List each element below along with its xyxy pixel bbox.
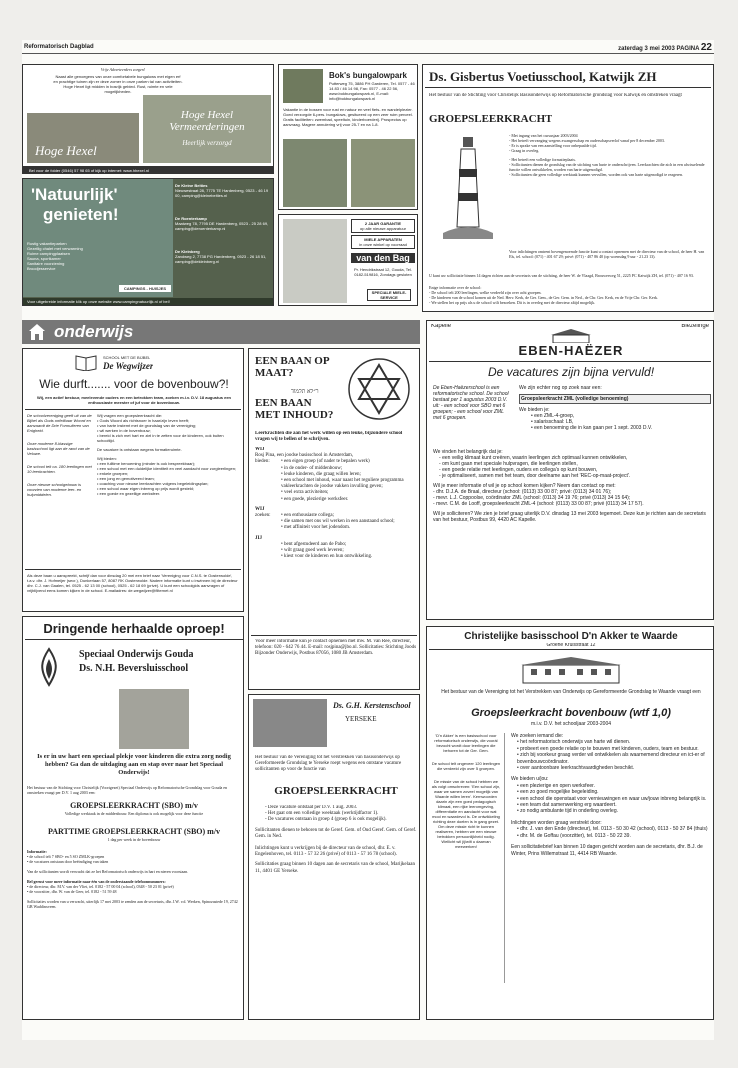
akker-ad — [426, 626, 714, 1020]
natuurlijk-footer: Voor uitgebreide informatie klik op onze website www.campingnatuurlijk.nl of bel! — [23, 298, 273, 306]
divider — [25, 569, 241, 570]
vandenbag-brand: van den Bag — [351, 253, 415, 263]
miele-badge: MIELE APPARATEN in onze winkel op voorraad — [351, 235, 415, 249]
joods-intro: Leerkrachten die aan het werk willen op een leuke, bijzondere school vragen wij te bellen of te schrijven. — [255, 431, 403, 443]
dringende-info: Informatie: • de school telt 7 SBO- en 5 SO ZMLK-groepen • de vacatures ontstaan door beëindiging van taken Van de sollicitanten wordt verwacht dat ze het Reformatorisch onderwijs in hart en nieren voorstaan. Bel gerust voor meer informatie naar één van de onderstaande telefoonnummers: • de directeur, dhr. M.V. van der Vliet, tel. 0182 - 57 00 04 (school), 0348 - 50 23 01 (privé) • de voorzitter, dhr. W. van de Geer, tel. 0182 - 51 59 48 Sollicitaties worden van u verwacht, uiterlijk 17 mei 2003 te zenden aan de secretaris, dhr. J.W. v.d. Werken, Spinozastede 19, 2742 GB Waddinxveen. — [27, 849, 241, 1019]
boks-ad — [278, 64, 418, 210]
boks-address: Putterweg 75, 3886 PH Garderen, Tel. 0577 - 46 14 83 / 46 14 98, Fax: 0577 - 46 22 56, www.bokbungalowpark.nl, E-mail: info@bokbungalowpark.nl — [329, 81, 415, 101]
dringende-question: Is er in uw hart een speciaal plekje voor kinderen die extra zorg nodig hebben? Ga dan de uitdaging aan en stap over naar het Speciaal Onderwijs! — [37, 753, 231, 776]
divider — [429, 649, 713, 650]
flame-icon — [37, 647, 61, 687]
divider — [25, 639, 243, 640]
akker-right-col: We zoeken iemand die: • het reformatorisch onderwijs van harte wil dienen. • probeert een goede relatie op te bouwen met kinderen, ouders, team en bestuur. • zich bij voorkeur graag verder wil ontwikkelen als waarnemend directeur en ict-er of bovenbouwcoördinator. • over aantoonbare leerkrachtvaardigheden beschikt. We bieden u/jou: • een plezierige en open werksfeer. • een zo goed mogelijke begeleiding. • een school die openstaat voor vernieuwingen en waar uw/jouw inbreng belangrijk is. • een team dat samenwerking erg waardeert. • zo nodig ambulante tijd in onderling overleg. Inlichtingen worden graag verstrekt door: • dhr. J. van den Ende (directeur), tel. 0113 - 50 30 42 (school), 0113 - 50 37 84 (thuis) • dhr. M. de Goffau (voorzitter), tel. 0113 - 50 22 39. Een sollicitatiebrief kan binnen 10 dagen gericht worden aan de secretaris, dhr. B.J. de Winter, Prins Willemstraat 11, 4414 RB Waarde. — [511, 733, 709, 1019]
hoge-hexel-ad — [22, 64, 274, 174]
dringende-role2: PARTTIME GROEPSLEERKRACHT (SBO) m/v — [47, 827, 221, 836]
hoge-hexel-photo — [27, 113, 139, 163]
kersten-place: YERSEKE — [345, 715, 377, 723]
natuurlijk-ad — [22, 178, 274, 306]
wegwijzer-headline: Wie durft....... voor de bovenbouw?! — [39, 377, 229, 391]
wegwijzer-footer: Als deze baan u aanspreekt, schrijf dan voor dinsdag 20 mei een brief naar 'Vereniging voor C.N.S. te Oosterwolde', t.a.v. dhr. J. Hofmeijer (secr.), Dunkerlaan 57, 8087 RK Oosterwolde. Nadere informatie kunt u inwinnen bij de directeur dhr. C.J. van Gaalen, tel. 0525 - 62 13 00 (school), 0525 - 62 18 69 (privé). U kunt een schoolgids aanvragen of vrijblijvend eens komen kijken in de school. E-mailadres: de.wegwijzer@filternet.nl — [27, 573, 238, 593]
wegwijzer-ad — [22, 348, 244, 612]
kersten-intro: Het bestuur van de Vereniging tot het verstrekken van basisonderwijs op Gereformeerde Grondslag te Yerseke roept wegens een ontstane vacature sollicitanten op voor de functie van — [255, 755, 402, 773]
house-icon — [28, 323, 46, 341]
eben-headline: De vacatures zijn bijna vervuld! — [487, 365, 655, 379]
kersten-role: GROEPSLEERKRACHT — [274, 785, 398, 797]
vandenbag-service: SPECIALE MIELE-SERVICE — [367, 289, 411, 301]
natuurlijk-features: Rustig vakantieparken Gezellig chalet met verwarming Ruime campingplaatsen Sauna, sportkamer Sanitaire voorziening Broodjesservice — [27, 241, 83, 271]
wegwijzer-left-col: De schoolvereniging geeft uit van de Bijbel als Gods onfeilbaar Woord en aanvaardt de Drie Formulieren van Enigheid. Onze moderne 8-klassige basisschool ligt aan de rand van de Veluwe. De school telt ca. 180 leerlingen met 10 leerkrachten. Onze nieuwe schoolgebouw is voorzien van moderne leer- en hulpmiddelen. — [27, 413, 92, 497]
voetius-apply: U kunt uw sollicitatie binnen 14 dagen richten aan de secretaris van de stichting, de heer W. de Vlaagd, Brouwerweg 51, 2225 PC Katwijk ZH, tel. (071) - 407 16 93. — [429, 273, 694, 278]
hoge-hexel-logo: Hoge Hexel — [35, 143, 97, 158]
voetius-ad — [422, 64, 714, 312]
joods-contact: Voor meer informatie kun je contact opnemen met mw. M. van Ree, directeur, telefoon: 020 - 642 76 44. E-mail: rosjpina@jbo.nl. Sollicitaties: Stichting Joods Bijzonder Onderwijs, Postbus 87056, 1080 JB Amsterdam. — [255, 639, 417, 657]
wegwijzer-name: De Wegwijzer — [103, 361, 154, 371]
divider — [251, 635, 417, 636]
hoge-hexel-footer: Bel voor de folder (0546) 57 98 65 of kijk op internet: www.hhexel.nl — [23, 166, 273, 174]
akker-address: Groene Kruisstraat 12 — [546, 643, 596, 648]
kersten-name: Ds. G.H. Kerstenschool — [333, 701, 411, 710]
vandenbag-address: Pr. Hendrikstraat 12, Gouda, Tel. 0182-519816, Zondags gesloten — [354, 267, 412, 277]
natuurlijk-title-2: genieten! — [43, 205, 119, 224]
joods-q2: EEN BAAN MET INHOUD? — [255, 397, 334, 421]
joods-hebrew: ר״לא תלמוד — [291, 389, 319, 395]
hoge-hexel-photo-2 — [143, 95, 271, 163]
dringende-role2-sub: 1 dag per week in de bovenbouw — [107, 837, 161, 842]
newspaper-page — [22, 40, 714, 1040]
hoge-hexel-script-sub: Heerlijk verzorgd — [182, 139, 232, 147]
school-drawing-icon — [521, 655, 621, 685]
joods-ad — [248, 348, 420, 690]
hoge-hexel-body: Naast alle genoegens van onze comfortabele bungalows met eigen erf en prachtige tuinen zijn er deze zomer in onze parken tal van activiteiten. Hoge Hexel ligt midden in bosrijk gebied. Rust, ruimte en vele mogelijkheden. — [53, 74, 183, 94]
dringende-role1: GROEPSLEERKRACHT (SBO) m/v — [70, 801, 198, 810]
dringende-title: Dringende herhaalde oproep! — [43, 621, 225, 636]
joods-q1: EEN BAAN OP MAAT? — [255, 355, 329, 379]
wegwijzer-school-line: SCHOOL MET DE BIJBEL — [103, 355, 151, 360]
divider — [25, 409, 241, 410]
divider — [425, 87, 711, 88]
washing-machine-photo — [283, 219, 347, 303]
akker-role-sub: m.i.v. D.V. het schooljaar 2003-2004 — [530, 721, 612, 727]
voetius-contact: Voor inlichtingen omtrent bovengenoemde functie kunt u contact opnemen met de directeur van de school, de heer H. van Els, tel. school: (071) - 401 67 29; privé: (071) - 407 86 40 (op woensdag 9 uur - 21.23 13). — [509, 249, 705, 259]
paper-name: Reformatorisch Dagblad — [24, 44, 94, 50]
boks-tree-icon — [283, 69, 323, 103]
eben-body: We vinden het belangrijk dat je: - een veilig klimaat kunt creëren, waarin leerlingen zich optimaal kunnen ontwikkelen, - om kunt gaan met speciale hulpvragen, die leerlingen stellen, - een goede relatie met leerlingen, ouders en collega's op kunt bouwen, - je optimaliseert, samen met het team, door deelname aan het 'REC-op-maat-project'. Wil je meer informatie of wil je op school komen kijken? Neem dan contact op met: - dhr. D.J.A. de Braal, directeur (school: (0113) 33 00 87; privé: (0113) 34 01 76); - mevr. L.J. Coppoolse, coördinator ZML (school: (0113) 34 19 76; privé (0113) 34 15 64); - mevr. C.M. de Looff, groepsleerkracht ZML-4 (school: (0113) 33 00 87; privé (0113) 34 17 57). Wil je solliciteren? We zien je brief graag uiterlijk D.V. dinsdag 13 mei 2003 tegemoet. Deze kun je richten aan de secretaris van het bestuur, Postbus 99, 4420 AC Kapelle. — [433, 449, 711, 523]
boks-title: Bok's bungalowpark — [329, 71, 407, 80]
kersten-body: - Deze vacature ontstaat per D.V. 1 aug. 2003. - Het gaat om een volledige weektaak (werktijdfactor 1). - De vacatures ontstaan in groep 4 (groep 6 is ook mogelijk). Sollicitanten dienen te behoren tot de Geref. Gem. of Oud Geref. Gem. of Geref. Gem. in Ned. Inlichtingen kunt u verkrijgen bij de directeur van de school, dhr. E. v. Engelenhoven, tel. 0113 - 57 32 26 (privé) of 0113 - 57 16 78 (school). Sollicitaties graag binnen 10 dagen aan de secretaris van de school, Marijkelaan 11, 4401 GE Yerseke. — [255, 805, 417, 875]
divider — [429, 361, 711, 362]
garantie-badge: 2 JAAR GARANTIE op alle nieuwe apparatuur — [351, 219, 415, 233]
dringende-org2: Ds. N.H. Beversluisschool — [79, 663, 189, 674]
wegwijzer-intro: Wij, een actief bestuur, meelevende ouders en een betrokken team, zoeken m.i.v. D.V. 18 augustus een enthousiaste meester of juf voor de bovenbouw. — [36, 395, 232, 405]
natuurlijk-parks: De Kleine Belties Nieuwestraat 28, 7775 TE Hardenberg, 0523 - 46 19 00, camping@kleinebelties.nl De Roenterkamp Maatweg 78, 7795 DE Hardenberg, 0523 - 25 28 69, camping@deroenterkamp.nl De Kleinberg Zandweg 2, 7738 PG Hardenberg, 0523 - 26 18 51, camping@dekleinberg.nl — [175, 183, 269, 264]
eben-name: EBEN-HAËZER — [518, 343, 624, 358]
dringende-org1: Speciaal Onderwijs Gouda — [79, 649, 194, 660]
school-photo — [253, 699, 327, 747]
akker-role: Groepsleerkracht bovenbouw (wtf 1,0) — [471, 707, 671, 719]
boks-photo-1 — [283, 139, 347, 207]
boks-photo-2 — [351, 139, 415, 207]
boks-text: Vakantie in de bossen voor rust en natuur en veel fiets- en wandelplezier. Goed verzorgde 6-pers. bungalows, gesitueerd op een zeer ruim perceel. Gratis faciliteiten: zwembad, speeltuin, kinderboerderij. Prospectus op aanvraag. Magere annulering vrij voor 25-7 en na 1-8. — [283, 107, 413, 127]
akker-title: Christelijke basisschool D'n Akker te Waarde — [464, 631, 678, 642]
school-building-icon — [547, 329, 595, 343]
children-photo — [119, 689, 189, 749]
akker-intro: Het bestuur van de Vereniging tot het Verstrekken van Onderwijs op Gereformeerde Grondslag te Waarde vraagt een — [441, 689, 701, 695]
wegwijzer-right-col: Wij vragen een groepsleerkracht die: • Gods Woord als richtsnoer in haar/zijn leven heeft; • van harte instemt met de grondslag van de vereniging; • wil werken in de bovenbouw; • bereid is zich met hart en ziel in te zetten voor de kinderen, ook buiten schooltijd. De vacature is ontstaan wegens formatieruimte. Wij bieden: • een fulltime benoeming (minder is ook bespreekbaar); • een school met een duidelijke identiteit en veel aandacht voor zorgleerlingen; • enkele groepen; • een jong en gemotiveerd team; • coaching voor nieuwe leerkrachten volgens begeleidingsplan; • een school waar eigen inbreng op prijs wordt gesteld; • een goede en gezellige werksfeer. — [97, 413, 241, 565]
eben-loc-left: Kapelle — [431, 324, 452, 329]
natuurlijk-title-1: 'Natuurlijk' — [31, 185, 118, 204]
eben-left-text: De Eben-Haëzerschool is een reformatorische school. De school bestaat per 1 augustus 2003 D.V. uit: - een school voor SBO met 6 groepen; - een school voor ZML met 6 groepen. — [433, 385, 509, 421]
onderwijs-label: onderwijs — [54, 322, 134, 341]
page-date: zaterdag 3 mei 2003 PAGINA 22 — [618, 42, 712, 53]
book-icon — [75, 353, 97, 371]
eben-right-col: We zijn echter nog op zoek naar een: Groepsleerkracht ZML (volledige benoeming) We bieden je: • een ZML-4-groep, • salarisschaal: LB, • een benoeming die in kan gaan per 1 sept. 2003 D.V. — [519, 385, 711, 431]
hoge-hexel-intro: Vrije Adverteerders zorgen! — [100, 67, 146, 72]
voetius-title: Ds. Gisbertus Voetiusschool, Katwijk ZH — [429, 69, 657, 84]
dringende-role1-sub: Volledige werktaak in de middenbouw. Een diploma is ook mogelijk voor deze functie — [64, 811, 204, 816]
dringende-intro: Het bestuur van de Stichting voor Christelijk (Voortgezet) Speciaal Onderwijs op Reformatorische Grondslag voor Gouda en omstreken vraagt per D.V. 1 aug 2003 een: — [27, 785, 227, 795]
voetius-info: Enige informatie over de school: - De school telt 200 leerlingen, welke verdeeld zijn over acht groepen. - De kinderen van de school komen uit de Ned. Herv. Kerk, de Ger. Gem., de Ger. Gem. in Ned., de Chr. Ger. Kerk, en de Vrije Chr. Ger. Kerk. - We stellen het op prijs als u de school wilt bezoeken. Dit is in overleg met de directeur altijd mogelijk. — [429, 285, 709, 305]
voetius-bullets: - Met ingang van het cursusjaar 2003/2004 - Het betreft vervanging wegens zwangerschap en ouderschapsverlof vanaf per 8 december 2003. - Er is sprake van een aanstelling voor onbepaalde tijd. - Graag in overleg. - Het betreft een volledige formatieplaats. - Sollicitanten dienen de grondslag van de stichting van harte te onderschrijven. Leerkrachten die zich in een afwisselende functie willen ontwikkelen, worden van harte uitgenodigd. - Sollicitanten die geen volledige werktaak kunnen vervullen, worden ook van harte uitgenodigd te reageren. — [509, 133, 709, 247]
eben-haezer-ad — [426, 320, 714, 620]
hoge-hexel-script-title: Hoge Hexel Vermeerderingen — [169, 109, 245, 133]
page-header — [22, 40, 714, 54]
eben-loc-right: Biezelinge — [681, 324, 709, 329]
voetius-intro: Het bestuur van de Stichting voor Christelijk Basisonderwijs op Reformatorische grondslag voor Katwijk en omstreken vraagt — [429, 93, 682, 98]
vandenbag-ad — [278, 214, 418, 306]
natuurlijk-badge: CAMPINGS - HUISJES — [119, 285, 171, 292]
joods-body: WIJ Rosj Pina, een joodse basisschool in Amsterdam, bieden: • een eigen groep (of nader te bepalen werk) • in de onder- of middenbouw; • leuke kinderen, die graag willen leren; • een school met inhoud, waar naast het reguliere programma vakleerkrachten de joodse vakken invulling geven; • veel extra activiteiten; • een goede, plezierige werksfeer. WIJ zoeken: • een enthousiaste collega; • die samen met ons wil werken in een aanstaand school; • met affiniteit voor het jodendom. JIJ • bent afgestudeerd aan de Pabo; • wilt graag goed werk leveren; • kiest voor de kinderen en hun ontwikkeling. — [255, 447, 417, 560]
onderwijs-banner — [22, 320, 420, 344]
lighthouse-icon — [443, 133, 493, 239]
dringende-ad — [22, 616, 244, 1020]
kerstenschool-ad — [248, 694, 420, 1020]
voetius-role: GROEPSLEERKRACHT — [429, 113, 553, 125]
star-of-david-icon — [341, 351, 417, 427]
akker-left-col: 'D'n Akker' is een basisschool voor reformatorisch onderwijs, die voorál bezocht wordt door leerlingen die behoren tot de Ger. Gem. De school telt ongeveer 120 leerlingen die verdeeld zijn over 5 groepen. De missie van de school hebben we als volgt omschreven: 'Een school zijn, waar we samen zoveel mogelijk van Waarde willen leren'. Kernwoorden daarin zijn een goed pedagogisch klimaat, een rijke leeromgeving, differentiatie en aandacht voor wat mooi en waardevol is. De ontwikkeling richting deze doelen is in gang gezet. Om deze missie richt te kunnen realiseren, hebben we een nieuwe betrokken persoonlijkheid nodig. Wellicht wil jij/wilt u daarvan meewerken! — [431, 733, 505, 983]
